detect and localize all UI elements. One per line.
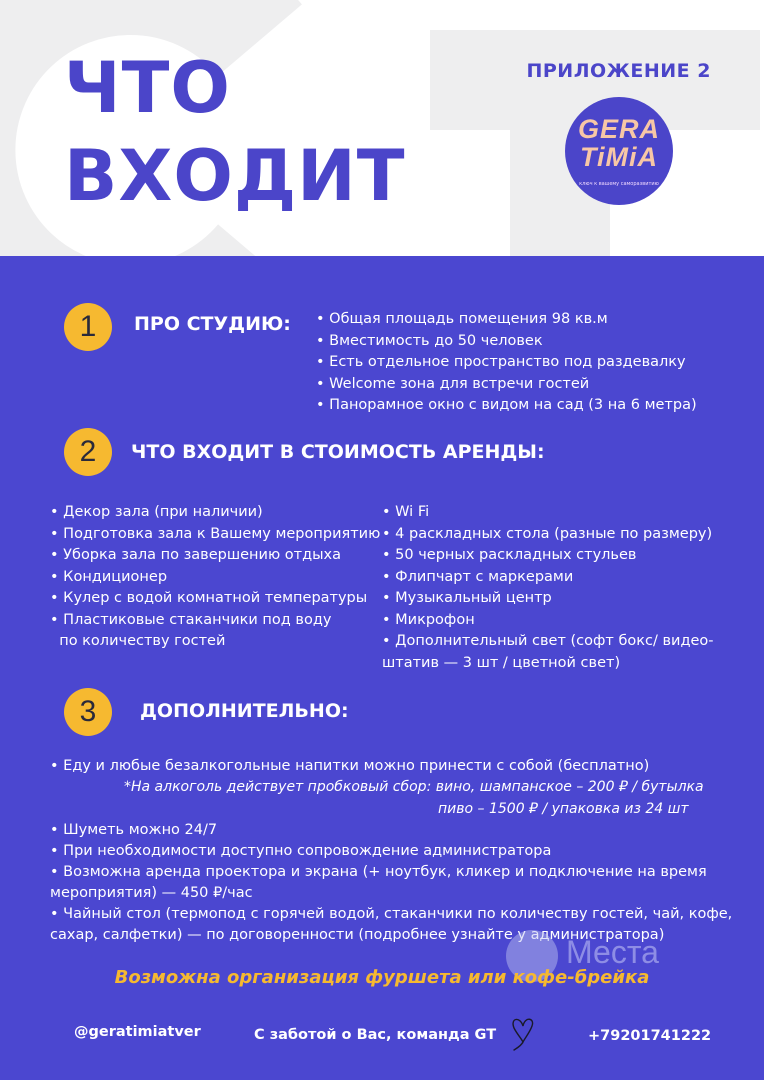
list-item: • Кондиционер [50,568,168,585]
section-2-heading: ЧТО ВХОДИТ В СТОИМОСТЬ АРЕНДЫ: [131,441,545,463]
extra-line-food: • Еду и любые безалкогольные напитки можно принести с собой (бесплатно) [50,758,650,774]
section-2-right-list [382,502,714,674]
list-item: • Кулер с водой комнатной температуры [50,590,368,606]
extra-line-projector-cont: мероприятия) — 450 ₽/час [50,885,253,901]
logo-line-1: GERA [577,114,660,144]
list-item: • 4 раскладных стола (разные по размеру) [382,525,713,542]
geratimia-logo [565,97,673,205]
appendix-label: ПРИЛОЖЕНИЕ 2 [526,60,711,82]
section-3-heading: ДОПОЛНИТЕЛЬНО: [140,700,349,722]
list-item: по количеству гостей [50,633,226,649]
mesta-watermark-text: Места [566,934,659,970]
section-1-number-badge: 1 [64,303,112,351]
list-item: • Уборка зала по завершению отдыха [50,547,342,563]
list-item: • Общая площадь помещения 98 кв.м [316,311,608,327]
list-item: • Декор зала (при наличии) [50,504,263,520]
corkage-note-wine: *На алкоголь действует пробковый сбор: вино, шампанское – 200 ₽ / бутылка [124,779,704,795]
list-item: • 50 черных раскладных стульев [382,547,637,563]
list-item: • Флипчарт с маркерами [382,568,574,585]
section-3-number-badge: 3 [64,688,112,736]
page-title [64,44,406,220]
buffet-highlight: Возможна организация фуршета или кофе-брейка [114,967,650,988]
section-2-left-list [50,502,380,653]
list-item: штатив — 3 шт / цветной свет) [382,654,621,671]
signature: С заботой о Вас, команда GT [254,1027,497,1043]
header-section [0,0,764,256]
instagram-handle: @geratimiatver [74,1024,201,1040]
title-line-1: ЧТО [64,47,231,129]
list-item: • Есть отдельное пространство под раздевалку [316,354,686,370]
extra-line-admin: • При необходимости доступно сопровождение администратора [50,843,552,859]
list-item: • Wi Fi [382,504,430,520]
extra-line-noise: • Шуметь можно 24/7 [50,822,218,838]
list-item: • Подготовка зала к Вашему мероприятию [50,525,381,542]
list-item: • Пластиковые стаканчики под воду [50,611,332,628]
list-item: • Микрофон [382,611,475,628]
section-2-number-badge: 2 [64,428,112,476]
list-item: • Музыкальный центр [382,590,552,606]
list-item: • Вместимость до 50 человек [316,332,543,349]
logo-tagline: ключ к вашему саморазвитию [579,181,659,187]
corkage-note-beer: пиво – 1500 ₽ / упаковка из 24 шт [438,801,689,817]
section-1-list [316,309,697,417]
section-1-heading: ПРО СТУДИЮ: [134,313,291,335]
extra-line-projector: • Возможна аренда проектора и экрана (+ ноутбук, кликер и подключение на время [50,864,707,880]
phone-number: +79201741222 [588,1028,712,1044]
content-panel [0,256,764,1080]
list-item: • Welcome зона для встречи гостей [316,375,590,392]
title-line-2: ВХОДИТ [64,135,406,217]
list-item: • Дополнительный свет (софт бокс/ видео- [382,633,714,649]
logo-line-2: TiMiA [580,142,658,172]
extra-line-tea-cont: сахар, салфетки) — по договоренности (подробнее узнайте у администратора) [50,927,665,943]
list-item: • Панорамное окно с видом на сад (3 на 6 метра) [316,397,697,413]
heart-icon [508,1012,538,1052]
extra-line-tea: • Чайный стол (термопод с горячей водой, стаканчики по количеству гостей, чай, кофе, [50,906,733,922]
